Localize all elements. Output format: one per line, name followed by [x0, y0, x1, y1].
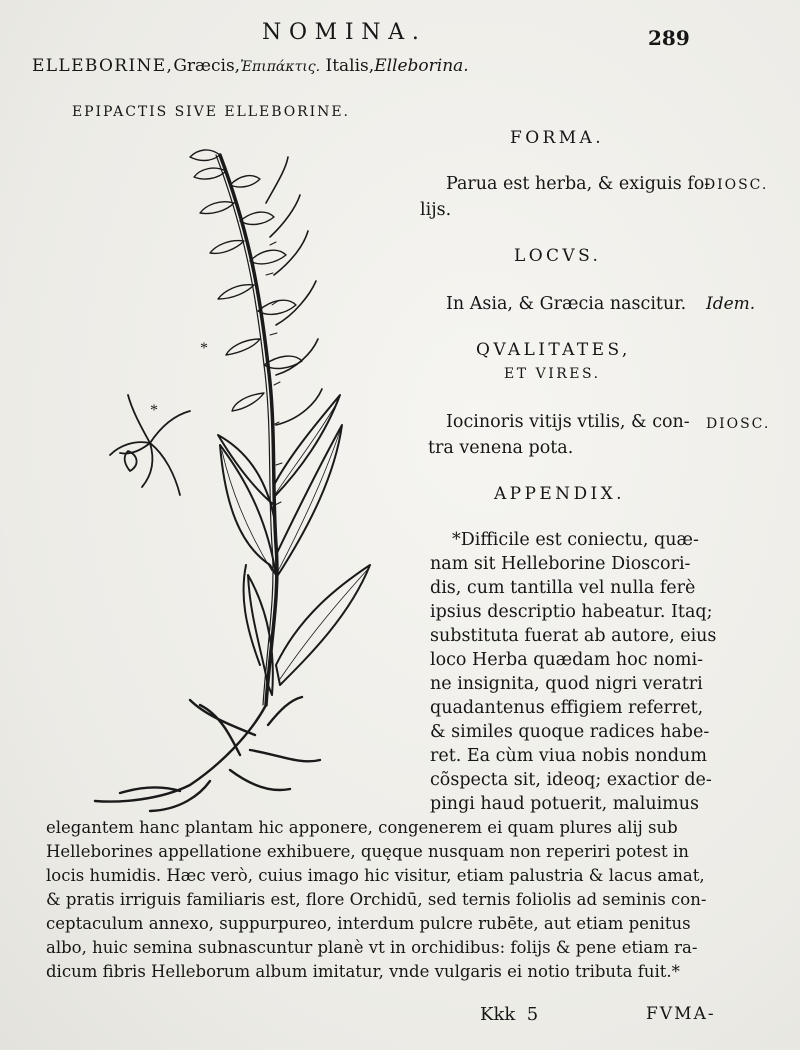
body-line: locis humidis. Hæc verò, cuius imago hic visitur, etiam palustria & lacus amat, [46, 866, 705, 885]
body-line: dicum fibris Helleborum album imitatur, vnde vulgaris ei notio tributa fuit.* [46, 962, 680, 981]
appendix-line: quadantenus effigiem referret, [430, 698, 704, 718]
plant-caption: EPIPACTIS SIVE ELLEBORINE. [72, 104, 350, 120]
body-line: & pratis irriguis familiaris est, flore Orchidū, sed ternis foliolis ad seminis con- [46, 890, 707, 909]
appendix-line: substituta fuerat ab autore, eius [430, 626, 717, 646]
greek-name: Ἐπιπάκτις. [240, 59, 321, 75]
signature-mark [480, 1004, 538, 1025]
appendix-line: *Difficile est coniectu, quæ- [452, 530, 699, 550]
appendix-heading: APPENDIX. [494, 484, 625, 504]
plant-name: ELLEBORINE, [32, 56, 174, 76]
locus-heading: LOCVS. [514, 246, 602, 266]
body-line: Helleborines appellatione exhibuere, quęque nusquam non reperiri potest in [46, 842, 689, 861]
appendix-line: ipsius descriptio habeatur. Itaq; [430, 602, 713, 622]
italis-label: Italis, [325, 56, 375, 76]
qualitates-line-2: tra venena pota. [428, 438, 574, 458]
appendix-line: ne insignita, quod nigri veratri [430, 674, 703, 694]
catchword: FVMA- [646, 1004, 716, 1024]
page-number: 289 [648, 26, 690, 50]
body-line: albo, huic semina subnascuntur planè vt in orchidibus: folijs & pene etiam ra- [46, 938, 698, 957]
italian-name: Elleborina. [374, 56, 469, 76]
roots [95, 697, 320, 811]
signature-number: 5 [526, 1004, 539, 1025]
appendix-line: ret. Ea cùm viua nobis nondum [430, 746, 707, 766]
qualitates-subheading: ET VIRES. [504, 366, 601, 382]
plant-illustration [80, 125, 380, 815]
figure-marker: * [200, 340, 208, 357]
forma-line-2: lijs. [420, 200, 452, 220]
qualitates-line-1: Iocinoris vitijs vtilis, & con- [446, 412, 690, 432]
qualitates-heading: QVALITATES, [476, 340, 631, 360]
nomina-line [32, 56, 469, 76]
qualitates-margin-note: DIOSC. [706, 416, 771, 432]
appendix-line: cõspecta sit, ideoq; exactior de- [430, 770, 712, 790]
locus-text: In Asia, & Græcia nascitur. [446, 294, 687, 314]
appendix-line: pingi haud potuerit, maluimus [430, 794, 700, 814]
forma-margin-note: DIOSC. [704, 177, 769, 193]
leaves [218, 395, 370, 695]
forma-heading: FORMA. [510, 128, 605, 148]
body-line: ceptaculum annexo, suppurpureo, interdum pulcre rubēte, aut etiam penitus [46, 914, 691, 933]
appendix-line: nam sit Helleborine Dioscori- [430, 554, 691, 574]
locus-margin-note: Idem. [706, 294, 756, 314]
forma-line-1: Parua est herba, & exiguis fo- [446, 174, 711, 194]
appendix-line: & similes quoque radices habe- [430, 722, 710, 742]
graecis-label: Græcis, [173, 56, 241, 76]
appendix-line: loco Herba quædam hoc nomi- [430, 650, 704, 670]
body-line: elegantem hanc plantam hic apponere, congenerem ei quam plures alij sub [46, 818, 678, 837]
figure-marker-detached: * [150, 402, 158, 419]
appendix-line: dis, cum tantilla vel nulla ferè [430, 578, 696, 598]
signature-letters: Kkk [480, 1004, 516, 1025]
running-title: NOMINA. [262, 20, 427, 45]
